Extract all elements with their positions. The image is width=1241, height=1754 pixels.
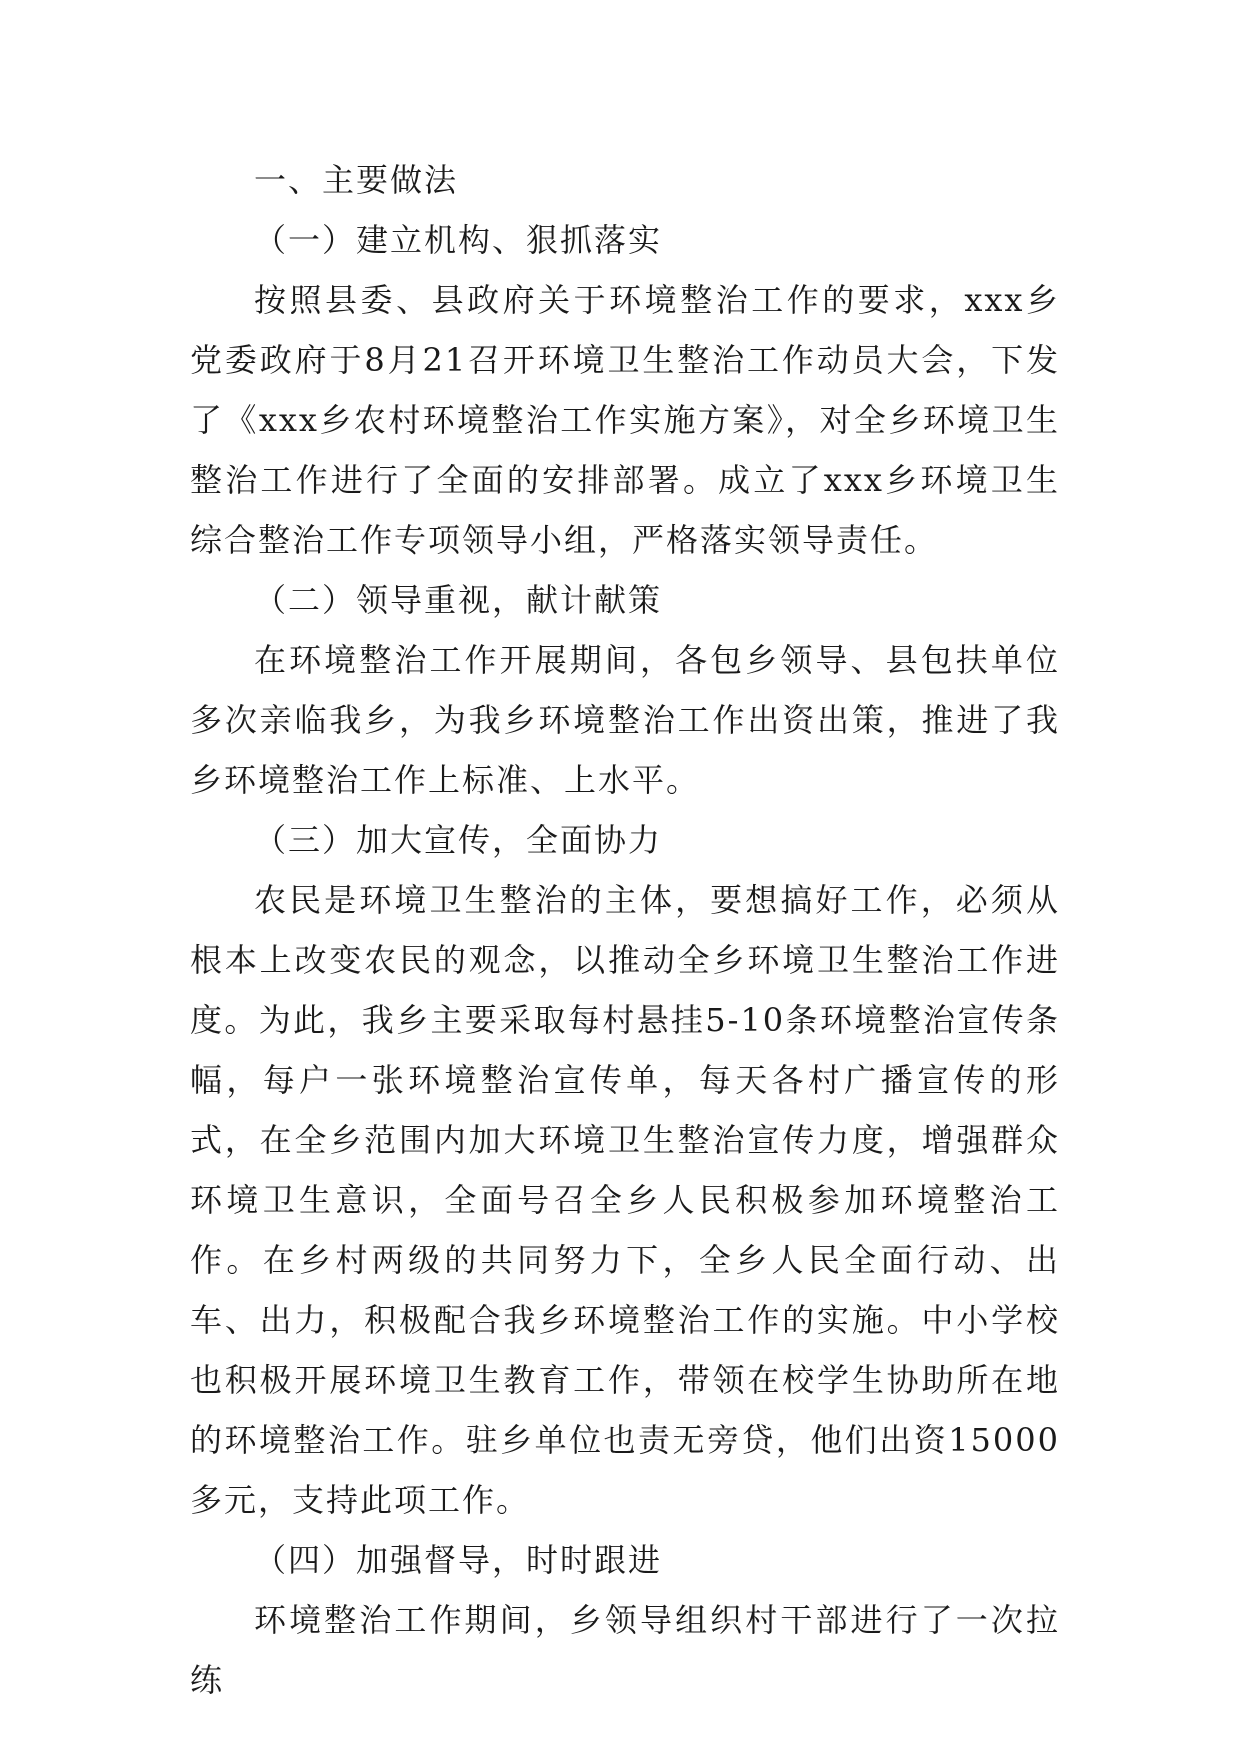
section-body-3: 农民是环境卫生整治的主体，要想搞好工作，必须从根本上改变农民的观念，以推动全乡环境卫生整治工作进度。为此，我乡主要采取每村悬挂5-10条环境整治宣传条幅，每户一张环境整治宣传单，每天各村广播宣传的形式，在全乡范围内加大环境卫生整治宣传力度，增强群众环境卫生意识，全面号召全乡人民积极参加环境整治工作。在乡村两级的共同努力下，全乡人民全面行动、出车、出力，积极配合我乡环境整治工作的实施。中小学校也积极开展环境卫生教育工作，带领在校学生协助所在地的环境整治工作。驻乡单位也责无旁贷，他们出资15000多元，支持此项工作。 (190, 881, 1060, 1519)
section-title-1: （一）建立机构、狠抓落实 (254, 221, 663, 259)
section-body-2: 在环境整治工作开展期间，各包乡领导、县包扶单位多次亲临我乡，为我乡环境整治工作出资出策，推进了我乡环境整治工作上标准、上水平。 (190, 641, 1060, 799)
document-body (190, 150, 1060, 1710)
section-title-4: （四）加强督导，时时跟进 (254, 1541, 663, 1579)
section-title-3: （三）加大宣传，全面协力 (254, 821, 663, 859)
section-body-4: 环境整治工作期间，乡领导组织村干部进行了一次拉练 (190, 1601, 1060, 1699)
main-heading: 一、主要做法 (254, 161, 459, 199)
section-title-2: （二）领导重视，献计献策 (254, 581, 663, 619)
section-body-1: 按照县委、县政府关于环境整治工作的要求，xxx乡党委政府于8月21召开环境卫生整治工作动员大会，下发了《xxx乡农村环境整治工作实施方案》，对全乡环境卫生整治工作进行了全面的安排部署。成立了xxx乡环境卫生综合整治工作专项领导小组，严格落实领导责任。 (190, 281, 1060, 559)
